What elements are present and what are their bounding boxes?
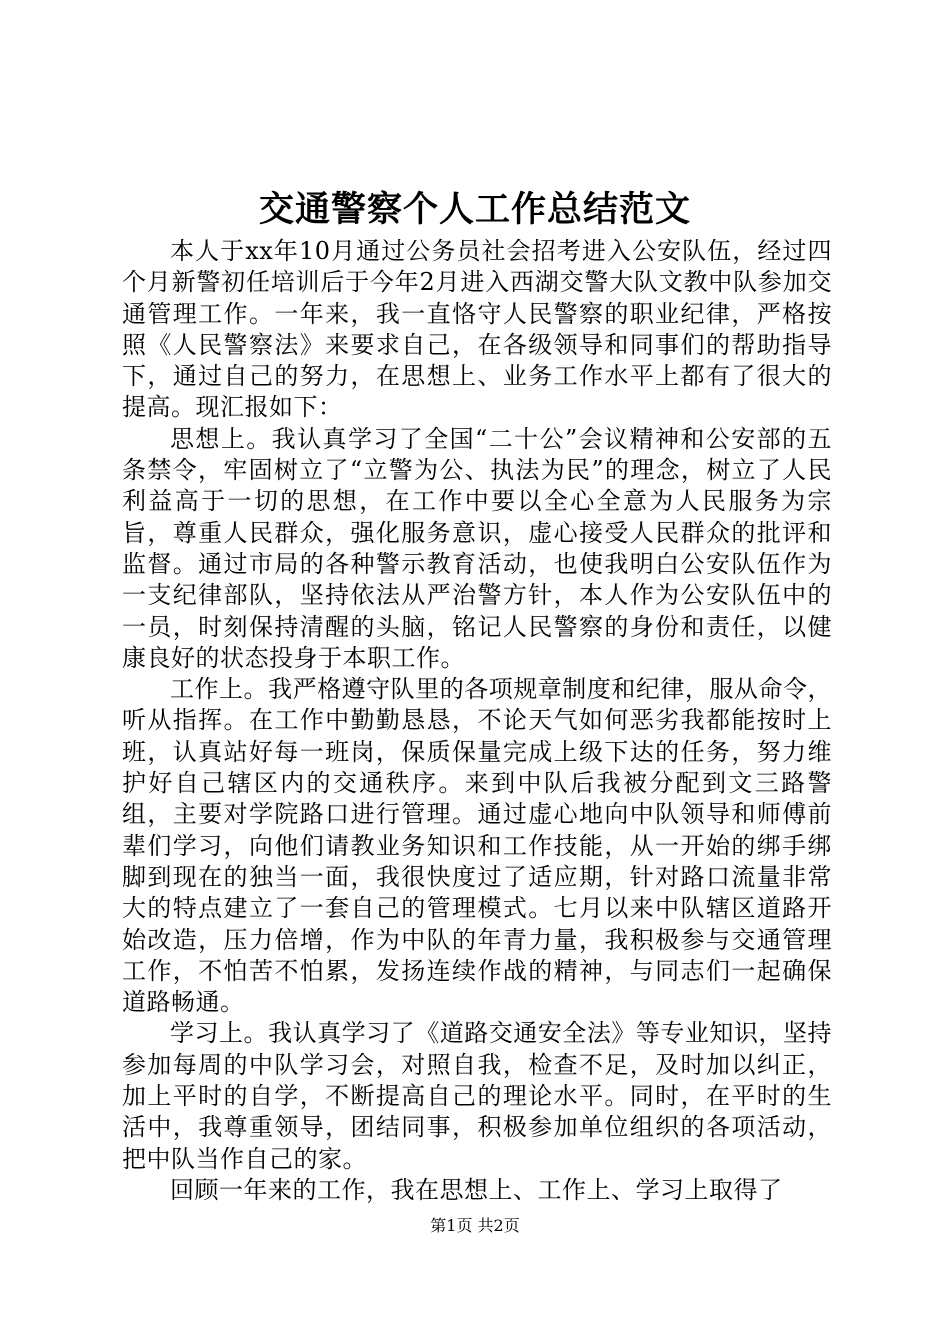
page-number-footer: 第1页 共2页 — [430, 1216, 520, 1235]
document-body — [122, 236, 832, 1206]
paragraph-thought: 思想上。我认真学习了全国“二十公”会议精神和公安部的五条禁令，牢固树立了“立警为公、执法为民”的理念，树立了人民利益高于一切的思想，在工作中要以全心全意为人民服务为宗旨，尊重人民群众，强化服务意识，虚心接受人民群众的批评和监督。通过市局的各种警示教育活动，也使我明白公安队伍作为一支纪律部队，坚持依法从严治警方针，本人作为公安队伍中的一员，时刻保持清醒的头脑，铭记人民警察的身份和责任，以健康良好的状态投身于本职工作。 — [122, 424, 832, 672]
paragraph-intro: 本人于xx年10月通过公务员社会招考进入公安队伍，经过四个月新警初任培训后于今年2月进入西湖交警大队文教中队参加交通管理工作。一年来，我一直恪守人民警察的职业纪律，严格按照《人民警察法》来要求自己，在各级领导和同事们的帮助指导下，通过自己的努力，在思想上、业务工作水平上都有了很大的提高。现汇报如下： — [122, 237, 832, 422]
paragraph-review: 回顾一年来的工作，我在思想上、工作上、学习上取得了 — [170, 1175, 783, 1204]
paragraph-study: 学习上。我认真学习了《道路交通安全法》等专业知识，坚持参加每周的中队学习会，对照自我，检查不足，及时加以纠正，加上平时的自学，不断提高自己的理论水平。同时，在平时的生活中，我尊重领导，团结同事，积极参加单位组织的各项活动，把中队当作自己的家。 — [122, 1019, 832, 1173]
document-title: 交通警察个人工作总结范文 — [258, 189, 691, 230]
paragraph-work: 工作上。我严格遵守队里的各项规章制度和纪律，服从命令，听从指挥。在工作中勤勤恳恳，不论天气如何恶劣我都能按时上班，认真站好每一班岗，保质保量完成上级下达的任务，努力维护好自己辖区内的交通秩序。来到中队后我被分配到文三路警组，主要对学院路口进行管理。通过虚心地向中队领导和师傅前辈们学习，向他们请教业务知识和工作技能，从一开始的绑手绑脚到现在的独当一面，我很快度过了适应期，针对路口流量非常大的特点建立了一套自己的管理模式。七月以来中队辖区道路开始改造，压力倍增，作为中队的年青力量，我积极参与交通管理工作，不怕苦不怕累，发扬连续作战的精神，与同志们一起确保道路畅通。 — [122, 675, 832, 1017]
